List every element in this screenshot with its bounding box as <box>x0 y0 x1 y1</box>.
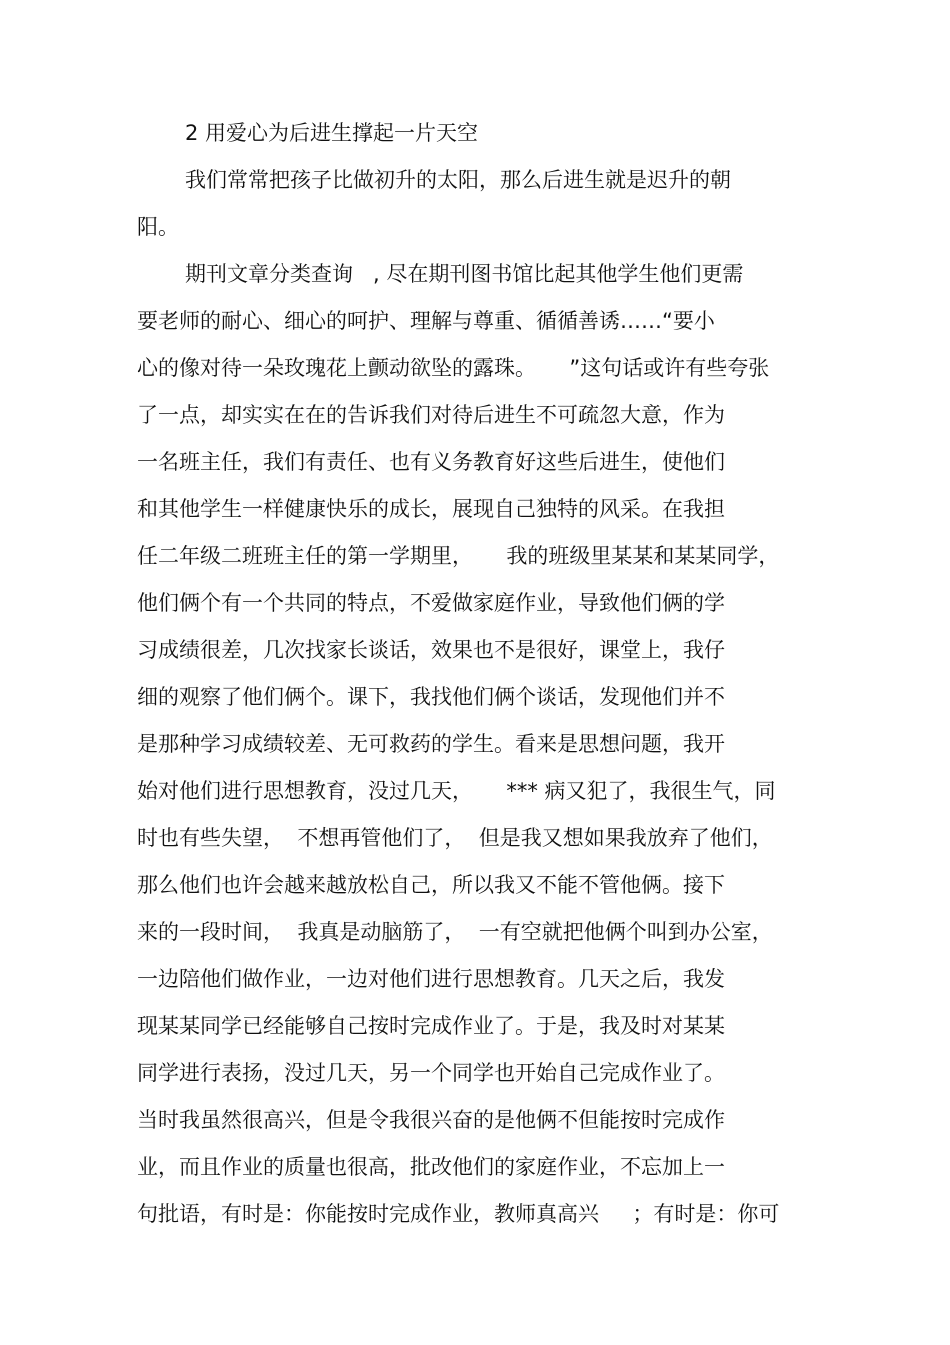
paragraph-line: 阳。 <box>137 215 179 239</box>
paragraph-line: 要老师的耐心、细心的呵护、理解与尊重、循循善诱……“要小 <box>137 309 715 333</box>
paragraph-line: 来的一段时间， 我真是动脑筋了， 一有空就把他俩个叫到办公室， <box>137 920 773 944</box>
paragraph-line: 是那种学习成绩较差、无可救药的学生。看来是思想问题，我开 <box>137 732 725 756</box>
paragraph-line: 了一点，却实实在在的告诉我们对待后进生不可疏忽大意，作为 <box>137 403 725 427</box>
paragraph-line: 一名班主任，我们有责任、也有义务教育好这些后进生，使他们 <box>137 450 725 474</box>
paragraph-line: 当时我虽然很高兴，但是令我很兴奋的是他俩不但能按时完成作 <box>137 1108 725 1132</box>
paragraph-line: 同学进行表扬，没过几天，另一个同学也开始自己完成作业了。 <box>137 1061 725 1085</box>
paragraph-line: 习成绩很差，几次找家长谈话，效果也不是很好，课堂上，我仔 <box>137 638 725 662</box>
paragraph-line: 现某某同学已经能够自己按时完成作业了。于是，我及时对某某 <box>137 1014 725 1038</box>
paragraph-line: 我们常常把孩子比做初升的太阳，那么后进生就是迟升的朝 <box>185 168 731 192</box>
paragraph-line: 和其他学生一样健康快乐的成长，展现自己独特的风采。在我担 <box>137 497 725 521</box>
paragraph-line: 时也有些失望， 不想再管他们了， 但是我又想如果我放弃了他们， <box>137 826 773 850</box>
paragraph-line: 业，而且作业的质量也很高，批改他们的家庭作业，不忘加上一 <box>137 1155 725 1179</box>
paragraph-line: 句批语，有时是：你能按时完成作业，教师真高兴 ；有时是：你可 <box>137 1202 780 1226</box>
section-heading: 2 用爱心为后进生撑起一片天空 <box>185 121 479 145</box>
paragraph-line: 细的观察了他们俩个。课下，我找他们俩个谈话，发现他们并不 <box>137 685 725 709</box>
paragraph-line: 心的像对待一朵玫瑰花上颤动欲坠的露珠。 ”这句话或许有些夸张 <box>137 356 770 380</box>
paragraph-line: 他们俩个有一个共同的特点，不爱做家庭作业，导致他们俩的学 <box>137 591 725 615</box>
paragraph-line: 一边陪他们做作业，一边对他们进行思想教育。几天之后，我发 <box>137 967 725 991</box>
paragraph-line: 期刊文章分类查询 , 尽在期刊图书馆比起其他学生他们更需 <box>185 262 744 286</box>
paragraph-line: 始对他们进行思想教育，没过几天， *** 病又犯了，我很生气，同 <box>137 779 776 803</box>
paragraph-line: 任二年级二班班主任的第一学期里， 我的班级里某某和某某同学， <box>137 544 780 568</box>
paragraph-line: 那么他们也许会越来越放松自己，所以我又不能不管他俩。接下 <box>137 873 725 897</box>
